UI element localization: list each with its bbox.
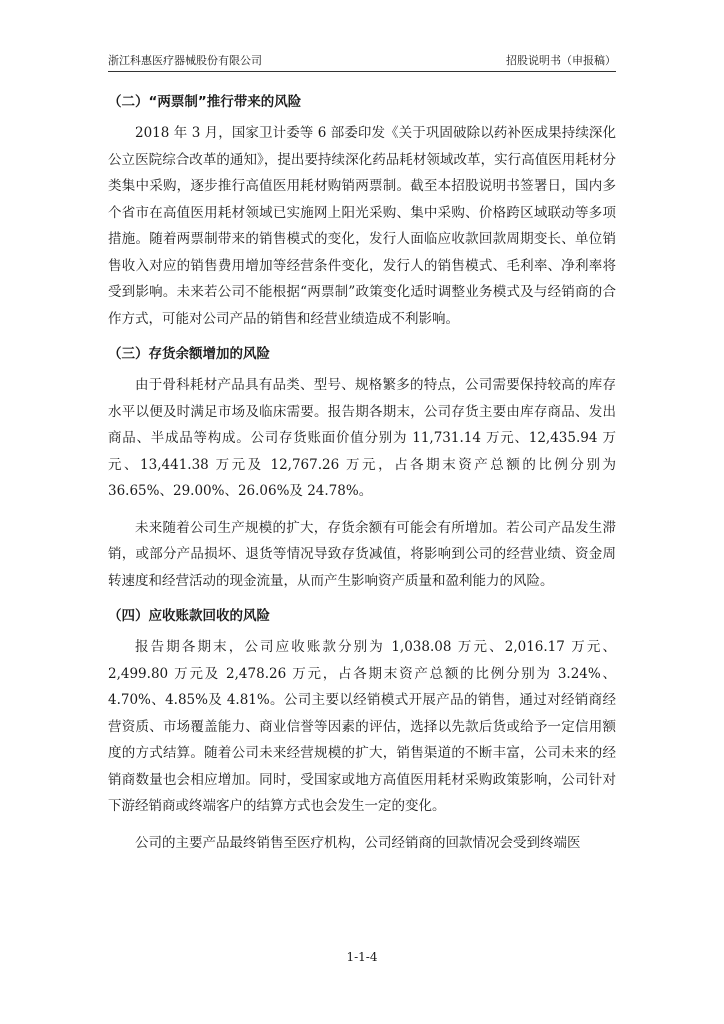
page-number: 1-1-4 bbox=[346, 950, 378, 964]
paragraph-receivables-risk-2: 公司的主要产品最终销售至医疗机构，公司经销商的回款情况会受到终端医 bbox=[135, 834, 581, 851]
header-doc-title: 招股说明书（申报稿） bbox=[506, 54, 616, 67]
paragraph-receivables-risk-1: 报告期各期末，公司应收账款分别为 1,038.08 万元、2,016.17 万元、2,499.80 万元及 2,478.26 万元，占各期末资产总额的比例分别为 3.24%、4.70%、4.85%及 4.81%。公司主要以经销模式开展产品的销售，通过对经销商经营资质、市场覆盖能力、商业信誉等因素的评估，选择以先款后货或给予一定信用额度的方式结算。随着公司未来经营规模的扩大，销售渠道的不断丰富，公司未来的经销商数量也会相应增加。同时，受国家或地方高值医用耗材采购政策影响，公司针对下游经销商或终端客户的结算方式也会发生一定的变化。 bbox=[108, 639, 616, 814]
section-heading-inventory-risk: （三）存货余额增加的风险 bbox=[108, 346, 270, 362]
paragraph-two-invoice-risk: 2018 年 3 月，国家卫计委等 6 部委印发《关于巩固破除以药补医成果持续深化公立医院综合改革的通知》，提出要持续深化药品耗材领域改革，实行高值医用耗材分类集中采购，逐步推行高值医用耗材购销两票制。截至本招股说明书签署日，国内多个省市在高值医用耗材领域已实施网上阳光采购、集中采购、价格跨区域联动等多项措施。随着两票制带来的销售模式的变化，发行人面临应收款回款周期变长、单位销售收入对应的销售费用增加等经营条件变化，发行人的销售模式、毛利率、净利率将受到影响。未来若公司不能根据“两票制”政策变化适时调整业务模式及与经销商的合作方式，可能对公司产品的销售和经营业绩造成不利影响。 bbox=[108, 125, 616, 327]
page-body bbox=[108, 82, 616, 866]
header-company: 浙江科惠医疗器械股份有限公司 bbox=[108, 54, 262, 67]
page-header bbox=[108, 50, 616, 72]
paragraph-inventory-risk-2: 未来随着公司生产规模的扩大，存货余额有可能会有所增加。若公司产品发生滞销，或部分产品损坏、退货等情况导致存货减值，将影响到公司的经营业绩、资金周转速度和经营活动的现金流量，从而产生影响资产质量和盈利能力的风险。 bbox=[108, 519, 616, 589]
section-heading-two-invoice-risk: （二）“两票制”推行带来的风险 bbox=[108, 94, 302, 110]
section-heading-receivables-risk: （四）应收账款回收的风险 bbox=[108, 608, 270, 624]
paragraph-inventory-risk-1: 由于骨科耗材产品具有品类、型号、规格繁多的特点，公司需要保持较高的库存水平以便及时满足市场及临床需要。报告期各期末，公司存货主要由库存商品、发出商品、半成品等构成。公司存货账面价值分别为 11,731.14 万元、12,435.94 万元、13,441.38 万元及 12,767.26 万元，占各期末资产总额的比例分别为 36.65%、29.00%、26.06%及 24.78%。 bbox=[108, 377, 616, 499]
